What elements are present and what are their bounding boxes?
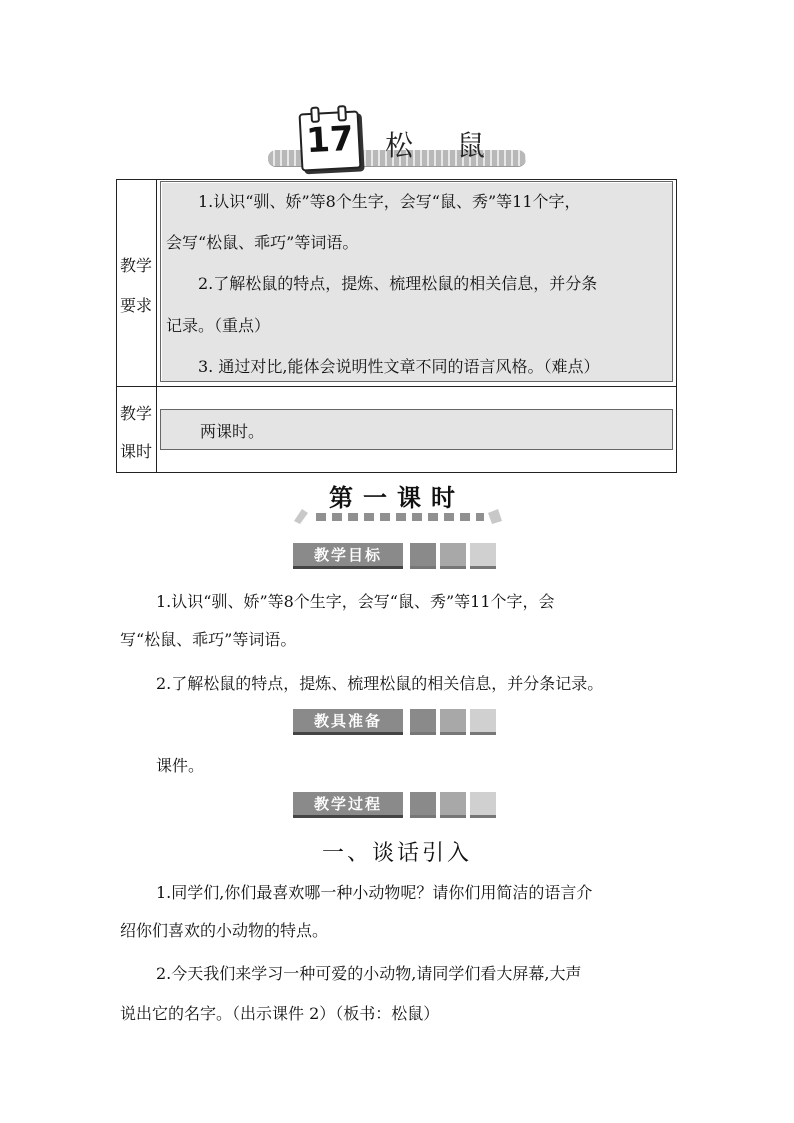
objective-line: 1.认识“驯、娇”等8个生字，会写“鼠、秀”等11个字，会 [156,592,555,611]
goal-line: 3. 通过对比,能体会说明性文章不同的语言风格。（难点） [198,357,600,376]
tag-square [440,792,466,818]
session-divider [292,507,504,525]
goals-label-line1: 教学 [119,256,152,275]
process-line: 说出它的名字。（出示课件 2）（板书：松鼠） [120,1004,440,1023]
goals-label-line2: 要求 [119,296,152,315]
process-line: 2.今天我们来学习一种可爱的小动物,请同学们看大屏幕,大声 [156,964,582,983]
lesson-number: 17 [305,118,355,162]
section-tag-objectives [293,543,503,569]
process-line: 1.同学们,你们最喜欢哪一种小动物呢？请你们用简洁的语言介 [156,883,593,902]
table-divider [156,179,157,473]
tag-label: 教学目标 [293,543,403,569]
tag-label: 教学过程 [293,792,403,818]
section-heading: 一、谈话引入 [321,841,472,866]
objective-line: 2.了解松鼠的特点，提炼、梳理松鼠的相关信息，并分条记录。 [156,674,604,693]
section-tag-materials [293,709,503,735]
section-tag-process [293,792,503,818]
divider-left-tab [294,509,308,524]
goal-line: 记录。（重点） [166,316,271,335]
tag-label: 教具准备 [293,709,403,735]
divider-dots [316,513,484,521]
process-line: 绍你们喜欢的小动物的特点。 [120,921,329,940]
goal-line: 会写“松鼠、乖巧”等词语。 [166,233,359,252]
materials-text: 课件。 [156,756,205,775]
goal-line: 1.认识“驯、娇”等8个生字，会写“鼠、秀”等11个字， [198,192,581,211]
lesson-title: 松鼠 [385,129,530,162]
table-divider [116,386,677,387]
session-title: 第一课时 [329,484,465,512]
divider-right-tab [488,509,502,524]
tag-square [410,543,436,569]
tag-square [440,543,466,569]
tag-square [410,792,436,818]
tag-square [470,792,496,818]
tag-square [440,709,466,735]
time-label-line2: 课时 [119,442,152,461]
tag-square [470,543,496,569]
tag-square [410,709,436,735]
goal-line: 2.了解松鼠的特点，提炼、梳理松鼠的相关信息，并分条 [198,274,598,293]
calendar-icon [299,110,362,171]
tag-square [470,709,496,735]
objective-line: 写“松鼠、乖巧”等词语。 [120,630,297,649]
time-label-line1: 教学 [119,404,152,423]
time-value: 两课时。 [200,422,265,441]
